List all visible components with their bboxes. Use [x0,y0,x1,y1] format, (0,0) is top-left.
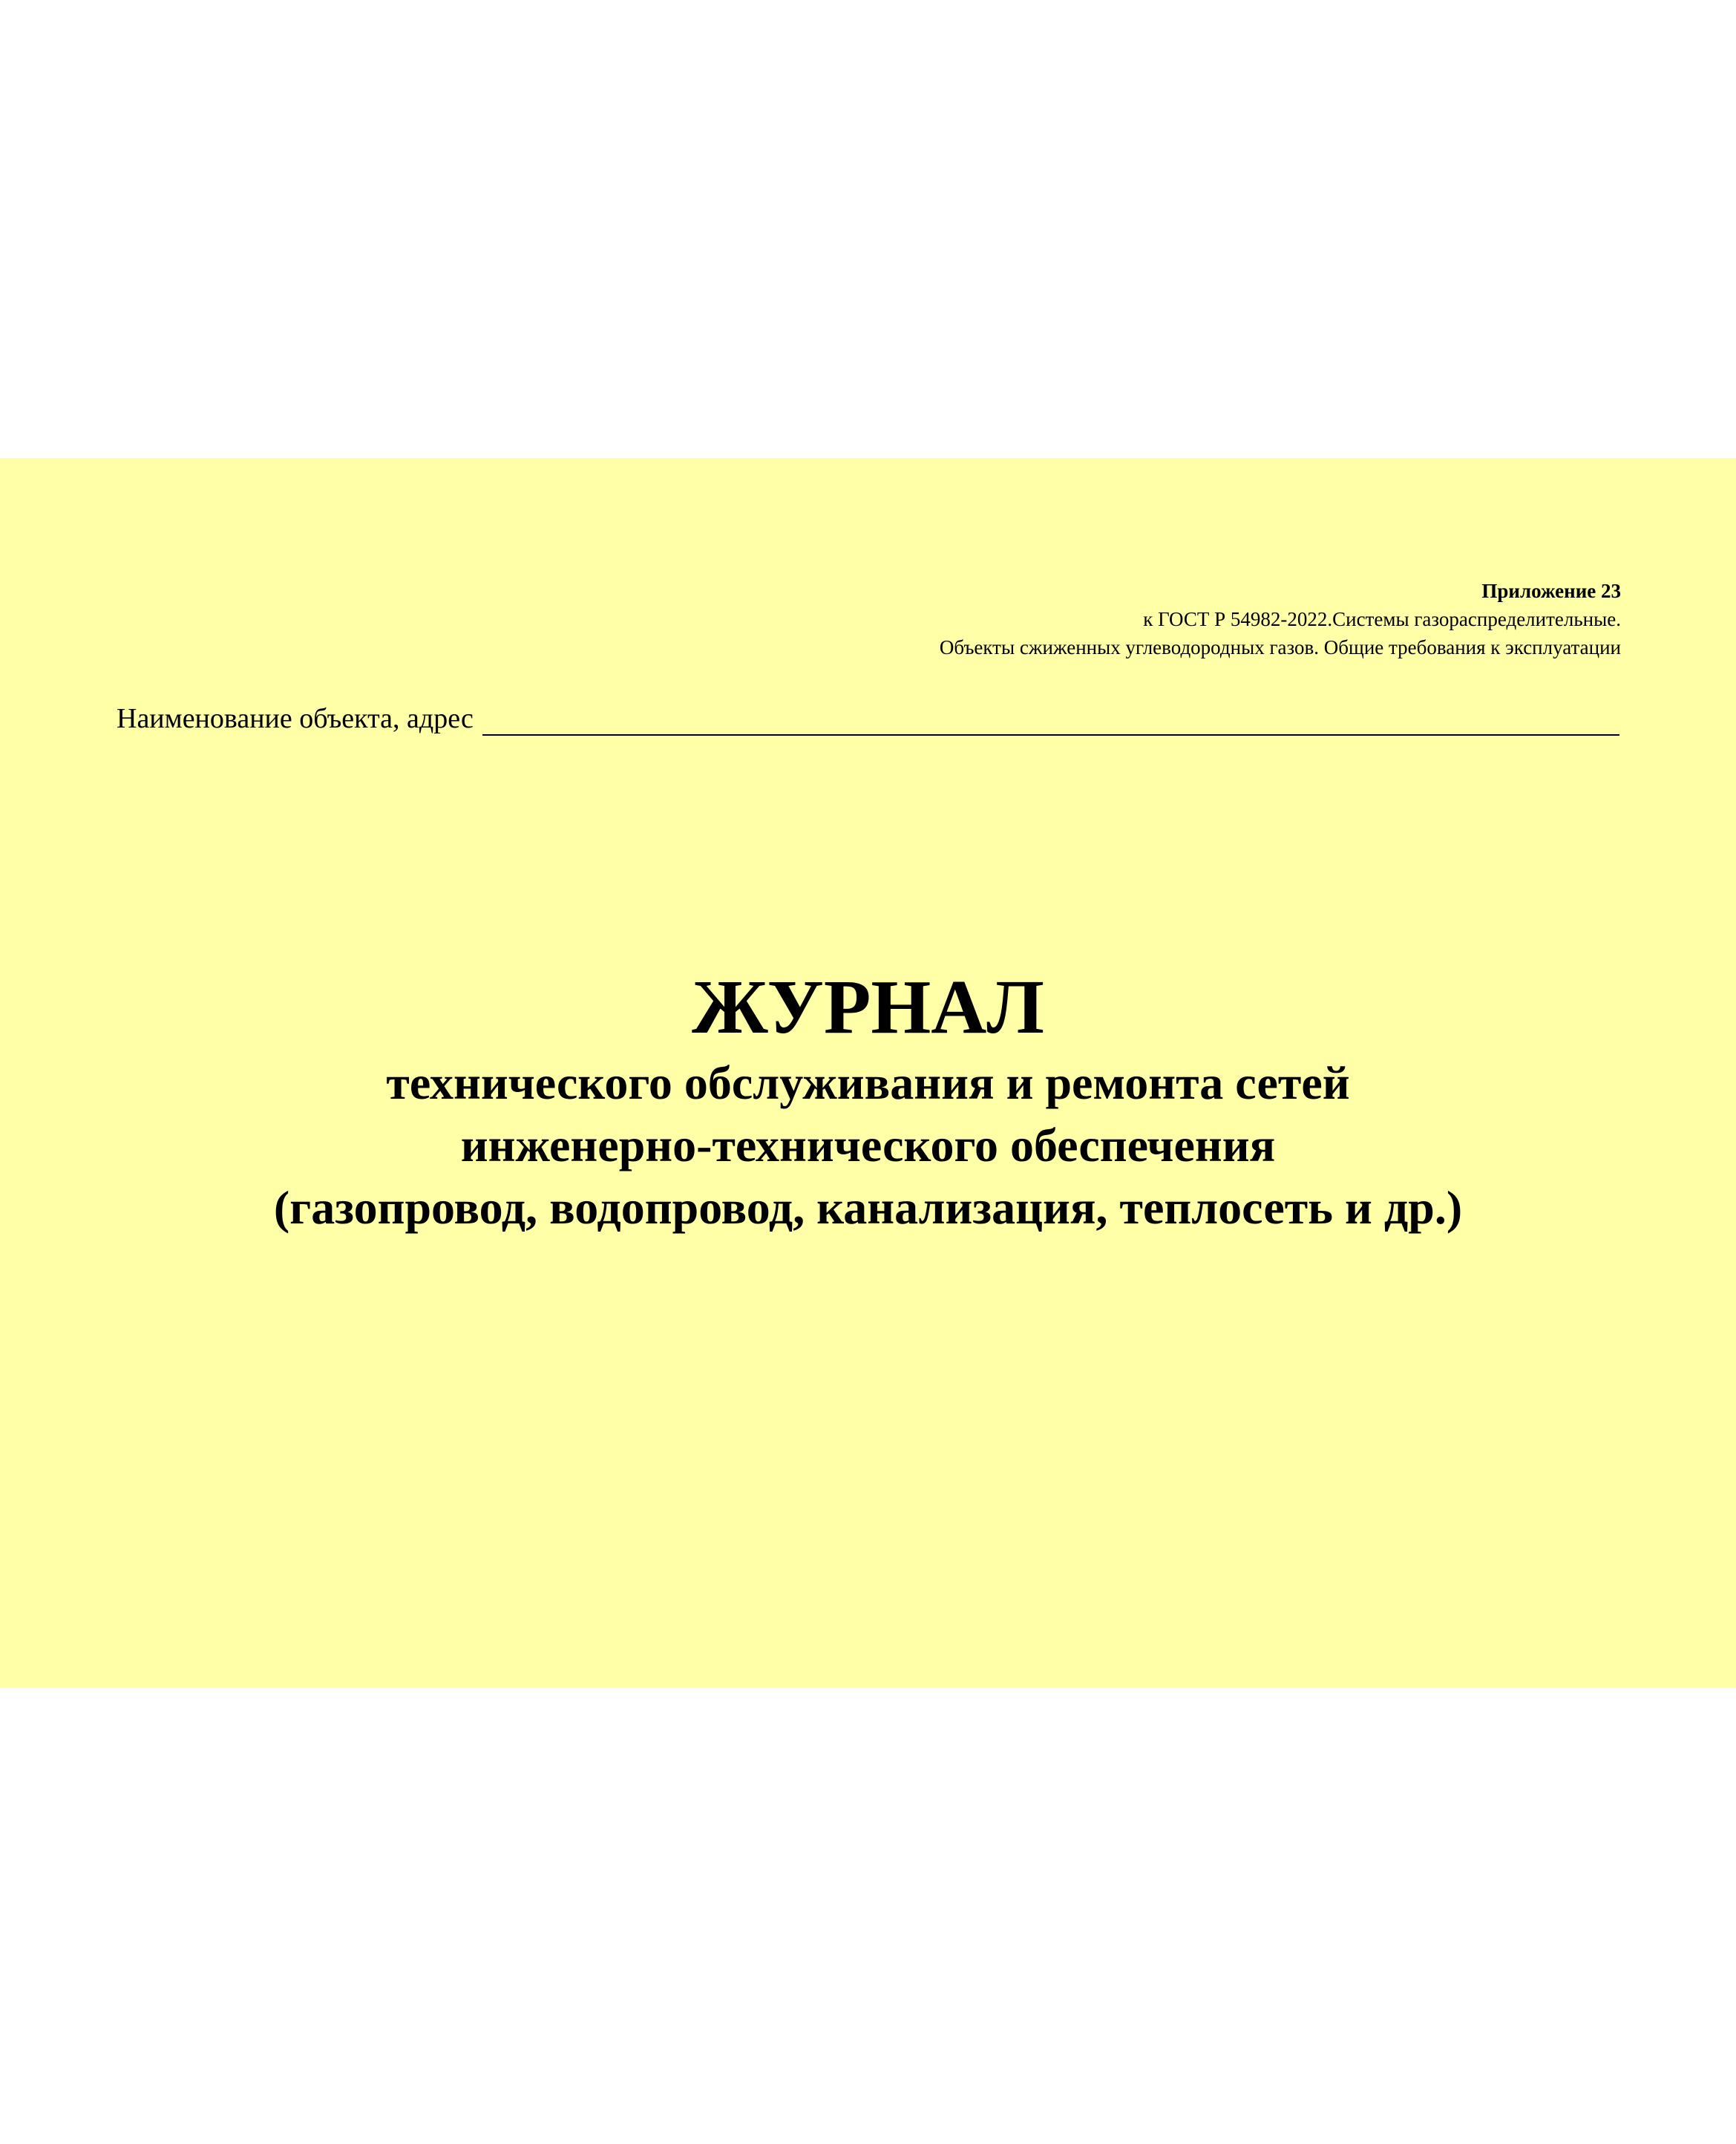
journal-cover [0,458,1736,1687]
object-name-address-blank [482,707,1619,736]
appendix-description-line: Объекты сжиженных углеводородных газов. Общие требования к эксплуатации [939,636,1621,658]
appendix-note [940,577,1621,661]
journal-subtitle-line-1: технического обслуживания и ремонта сетей [386,1056,1350,1109]
journal-subtitle-line-2: инженерно-технического обеспечения [460,1119,1276,1171]
appendix-standard-line: к ГОСТ Р 54982-2022.Системы газораспределительные. [1143,608,1621,630]
appendix-number: Приложение 23 [1481,580,1621,602]
object-name-address-label: Наименование объекта, адрес [117,703,474,734]
journal-title-block [0,963,1736,1239]
object-name-address-field [117,702,1619,736]
journal-subtitle-line-3: (газопровод, водопровод, канализация, теплосеть и др.) [273,1181,1463,1234]
journal-title: ЖУРНАЛ [692,964,1044,1050]
